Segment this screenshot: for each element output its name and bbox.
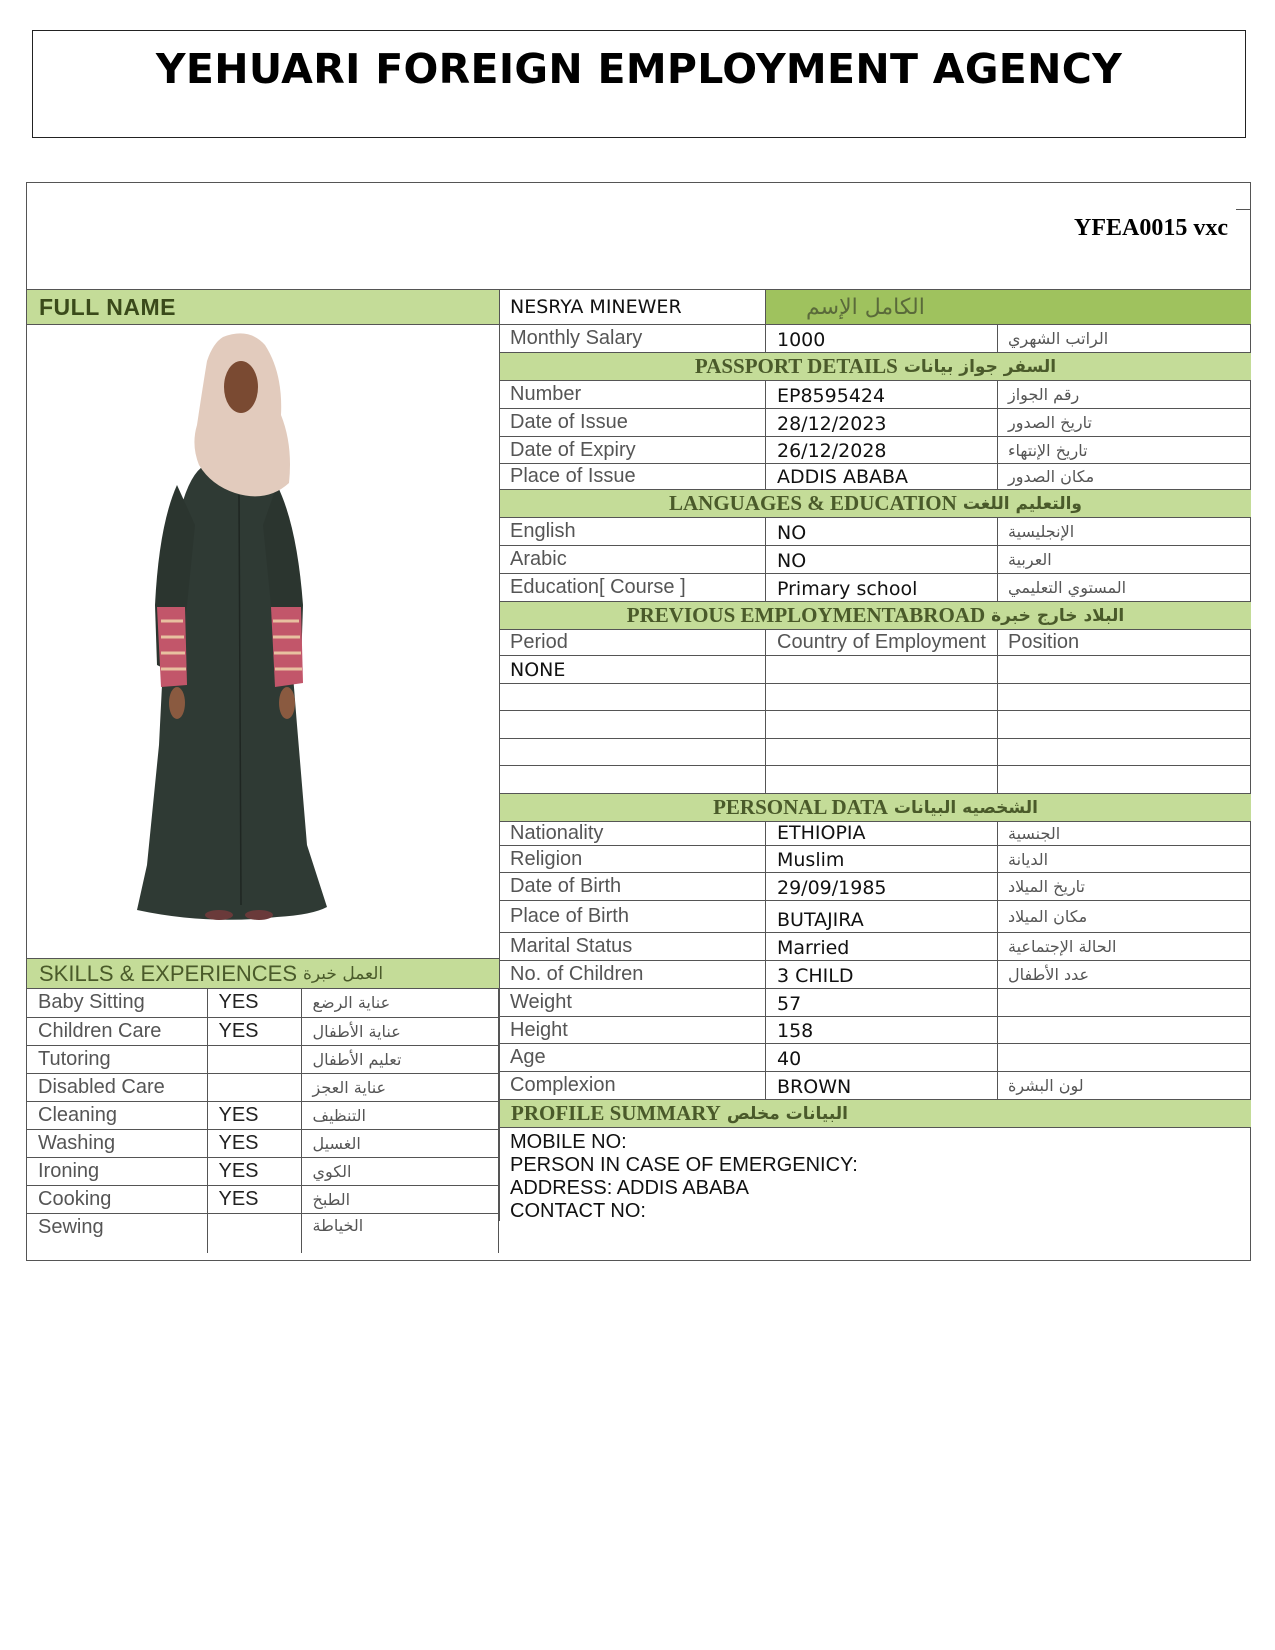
period-cell	[500, 766, 766, 793]
field-value: BROWN	[766, 1072, 998, 1099]
education-row	[500, 574, 1251, 602]
skill-name-ar: عناية الأطفال	[301, 1017, 499, 1045]
full-name-label: FULL NAME	[39, 293, 176, 320]
field-label-ar: لون البشرة	[1008, 1076, 1084, 1095]
profile-emergency-line: PERSON IN CASE OF EMERGENICY:	[510, 1154, 858, 1176]
column-header-position: Position	[1008, 631, 1080, 653]
skill-value: YES	[207, 1017, 301, 1045]
personal-row	[500, 822, 1251, 846]
employment-row	[500, 684, 1251, 711]
profile-contact-line: CONTACT NO:	[510, 1200, 646, 1222]
field-label: Date of Birth	[500, 873, 766, 900]
field-value: Muslim	[766, 846, 998, 872]
passport-row	[500, 409, 1251, 437]
personal-row	[500, 933, 1251, 961]
field-label-ar: الجنسية	[1008, 824, 1061, 843]
salary-row	[500, 325, 1251, 353]
field-value: NO	[766, 518, 998, 545]
field-label: Complexion	[500, 1072, 766, 1099]
skills-title: SKILLS & EXPERIENCES	[39, 960, 297, 986]
skill-row	[27, 1017, 499, 1045]
skill-value: YES	[207, 1129, 301, 1157]
field-value: Primary school	[766, 574, 998, 601]
agency-header	[32, 30, 1246, 138]
employment-section-header	[500, 602, 1251, 630]
skill-name: Cooking	[27, 1185, 207, 1213]
full-name-header	[27, 290, 499, 325]
field-label: No. of Children	[500, 961, 766, 988]
skill-name: Baby Sitting	[27, 989, 207, 1017]
skill-row	[27, 1045, 499, 1073]
personal-row	[500, 1017, 1251, 1044]
field-label: English	[500, 518, 766, 545]
skill-name-ar: تعليم الأطفال	[301, 1045, 499, 1073]
skill-name: Children Care	[27, 1017, 207, 1045]
skill-value: YES	[207, 1101, 301, 1129]
skill-name: Sewing	[27, 1213, 207, 1253]
field-label-ar	[998, 1017, 1251, 1043]
skill-row	[27, 1185, 499, 1213]
personal-section-header	[500, 794, 1251, 822]
period-cell	[500, 711, 766, 738]
profile-section-header	[500, 1100, 1251, 1128]
position-cell	[998, 711, 1251, 738]
country-cell	[766, 684, 998, 710]
language-row	[500, 546, 1251, 574]
field-value: ETHIOPIA	[766, 822, 998, 845]
field-label: Date of Expiry	[500, 437, 766, 463]
profile-mobile-line: MOBILE NO:	[510, 1131, 627, 1153]
period-cell	[500, 739, 766, 765]
field-label: Date of Issue	[500, 409, 766, 436]
field-label-ar: تاريخ الميلاد	[1008, 877, 1085, 896]
salary-label: Monthly Salary	[500, 325, 766, 352]
position-cell	[998, 766, 1251, 793]
profile-title-ar: البيانات مخلص	[726, 1103, 848, 1124]
field-label-ar: رقم الجواز	[1008, 385, 1080, 404]
period-cell	[500, 684, 766, 710]
skill-value: YES	[207, 989, 301, 1017]
field-value: 40	[766, 1044, 998, 1071]
profile-title: PROFILE SUMMARY	[511, 1101, 721, 1125]
field-label: Weight	[500, 989, 766, 1016]
personal-row	[500, 901, 1251, 933]
passport-section-header	[500, 353, 1251, 381]
skills-title-ar: العمل خبرة	[303, 963, 384, 984]
field-value: 29/09/1985	[766, 873, 998, 900]
passport-title-ar: السفر جواز بيانات	[903, 356, 1057, 377]
skill-value: YES	[207, 1157, 301, 1185]
field-value: BUTAJIRA	[766, 901, 998, 932]
skill-name-ar: الطبخ	[301, 1185, 499, 1213]
field-label-ar	[998, 1044, 1251, 1071]
skill-name-ar: الكوي	[301, 1157, 499, 1185]
skill-name-ar: الغسيل	[301, 1129, 499, 1157]
skill-name: Washing	[27, 1129, 207, 1157]
personal-row	[500, 961, 1251, 989]
employment-row	[500, 711, 1251, 739]
skill-value	[207, 1045, 301, 1073]
skill-row	[27, 1157, 499, 1185]
language-row	[500, 518, 1251, 546]
field-label-ar: المستوي التعليمي	[1008, 578, 1127, 597]
skill-value: YES	[207, 1185, 301, 1213]
field-label-ar: تاريخ الصدور	[1008, 413, 1092, 432]
salary-label-ar: الراتب الشهري	[1008, 329, 1109, 348]
field-value: 26/12/2028	[766, 437, 998, 463]
personal-title: PERSONAL DATA	[713, 795, 888, 819]
period-cell: NONE	[500, 656, 766, 683]
field-label-ar: تاريخ الإنتهاء	[1008, 440, 1088, 460]
languages-title-ar: والتعليم اللغت	[962, 493, 1082, 514]
skill-row	[27, 1101, 499, 1129]
position-cell	[998, 684, 1251, 710]
field-label-ar: الإنجليسية	[1008, 522, 1075, 541]
reference-code: YFEA0015 vxc	[1074, 215, 1228, 241]
column-header-period: Period	[500, 630, 766, 655]
skill-name: Tutoring	[27, 1045, 207, 1073]
skill-value	[207, 1213, 301, 1253]
field-value: NO	[766, 546, 998, 573]
field-label: Religion	[500, 846, 766, 872]
field-value: ADDIS ABABA	[766, 464, 998, 489]
field-label-ar	[998, 989, 1251, 1016]
full-name-row	[500, 290, 1251, 325]
passport-row	[500, 437, 1251, 464]
personal-row	[500, 1072, 1251, 1100]
personal-row	[500, 989, 1251, 1017]
skills-header	[27, 959, 499, 989]
skills-table	[27, 989, 499, 1253]
agency-title: YEHUARI FOREIGN EMPLOYMENT AGENCY	[155, 45, 1123, 93]
skill-name: Disabled Care	[27, 1073, 207, 1101]
skill-row	[27, 1213, 499, 1253]
profile-summary	[500, 1128, 1251, 1221]
field-value: 3 CHILD	[766, 961, 998, 988]
employment-header-row	[500, 630, 1251, 656]
field-label: Education[ Course ]	[500, 574, 766, 601]
passport-row	[500, 464, 1251, 490]
field-label-ar: مكان الميلاد	[1008, 907, 1088, 926]
position-cell	[998, 739, 1251, 765]
person-photo-illustration	[27, 325, 499, 959]
details-column	[499, 290, 1251, 1221]
column-header-country: Country of Employment	[766, 630, 998, 655]
field-label: Age	[500, 1044, 766, 1071]
languages-section-header	[500, 490, 1251, 518]
skill-row	[27, 1129, 499, 1157]
country-cell	[766, 739, 998, 765]
skill-name: Ironing	[27, 1157, 207, 1185]
cv-form	[26, 182, 1251, 1261]
field-label-ar: عدد الأطفال	[1008, 965, 1090, 984]
field-label-ar: مكان الصدور	[1008, 467, 1095, 486]
employment-row	[500, 766, 1251, 794]
skill-value	[207, 1073, 301, 1101]
skill-row	[27, 989, 499, 1017]
field-value: 158	[766, 1017, 998, 1043]
field-label: Marital Status	[500, 933, 766, 960]
employment-row	[500, 739, 1251, 766]
employment-title-ar: البلاد خارج خبرة	[991, 605, 1125, 626]
field-label-ar: العربية	[1008, 550, 1052, 569]
field-label-ar: الحالة الإجتماعية	[1008, 937, 1117, 956]
personal-row	[500, 1044, 1251, 1072]
field-label: Number	[500, 381, 766, 408]
country-cell	[766, 656, 998, 683]
country-cell	[766, 766, 998, 793]
full-name-label-ar: الكامل الإسم	[766, 290, 1251, 324]
reference-area	[27, 183, 1250, 290]
skill-name-ar: عناية العجز	[301, 1073, 499, 1101]
employment-row	[500, 656, 1251, 684]
skill-name: Cleaning	[27, 1101, 207, 1129]
profile-address-line: ADDRESS: ADDIS ABABA	[510, 1177, 749, 1199]
personal-row	[500, 846, 1251, 873]
skill-name-ar: التنظيف	[301, 1101, 499, 1129]
personal-title-ar: الشخصيه البيانات	[893, 797, 1038, 818]
salary-value: 1000	[766, 325, 998, 352]
skill-row	[27, 1073, 499, 1101]
languages-title: LANGUAGES & EDUCATION	[669, 491, 957, 515]
field-value: EP8595424	[766, 381, 998, 408]
corner-mark	[1236, 209, 1250, 210]
field-label-ar: الديانة	[1008, 849, 1049, 869]
field-label: Nationality	[500, 822, 766, 845]
field-value: 57	[766, 989, 998, 1016]
field-label: Height	[500, 1017, 766, 1043]
personal-row	[500, 873, 1251, 901]
full-name-value: NESRYA MINEWER	[500, 290, 766, 324]
skill-name-ar: عناية الرضع	[301, 989, 499, 1017]
field-label: Place of Birth	[500, 901, 766, 932]
passport-row	[500, 381, 1251, 409]
passport-title: PASSPORT DETAILS	[694, 354, 898, 378]
position-cell	[998, 656, 1251, 683]
field-label: Arabic	[500, 546, 766, 573]
skill-name-ar: الخياطة	[301, 1213, 499, 1253]
field-value: 28/12/2023	[766, 409, 998, 436]
country-cell	[766, 711, 998, 738]
employment-title: PREVIOUS EMPLOYMENTABROAD	[626, 603, 986, 627]
candidate-photo	[27, 325, 499, 959]
field-value: Married	[766, 933, 998, 960]
field-label: Place of Issue	[500, 464, 766, 489]
